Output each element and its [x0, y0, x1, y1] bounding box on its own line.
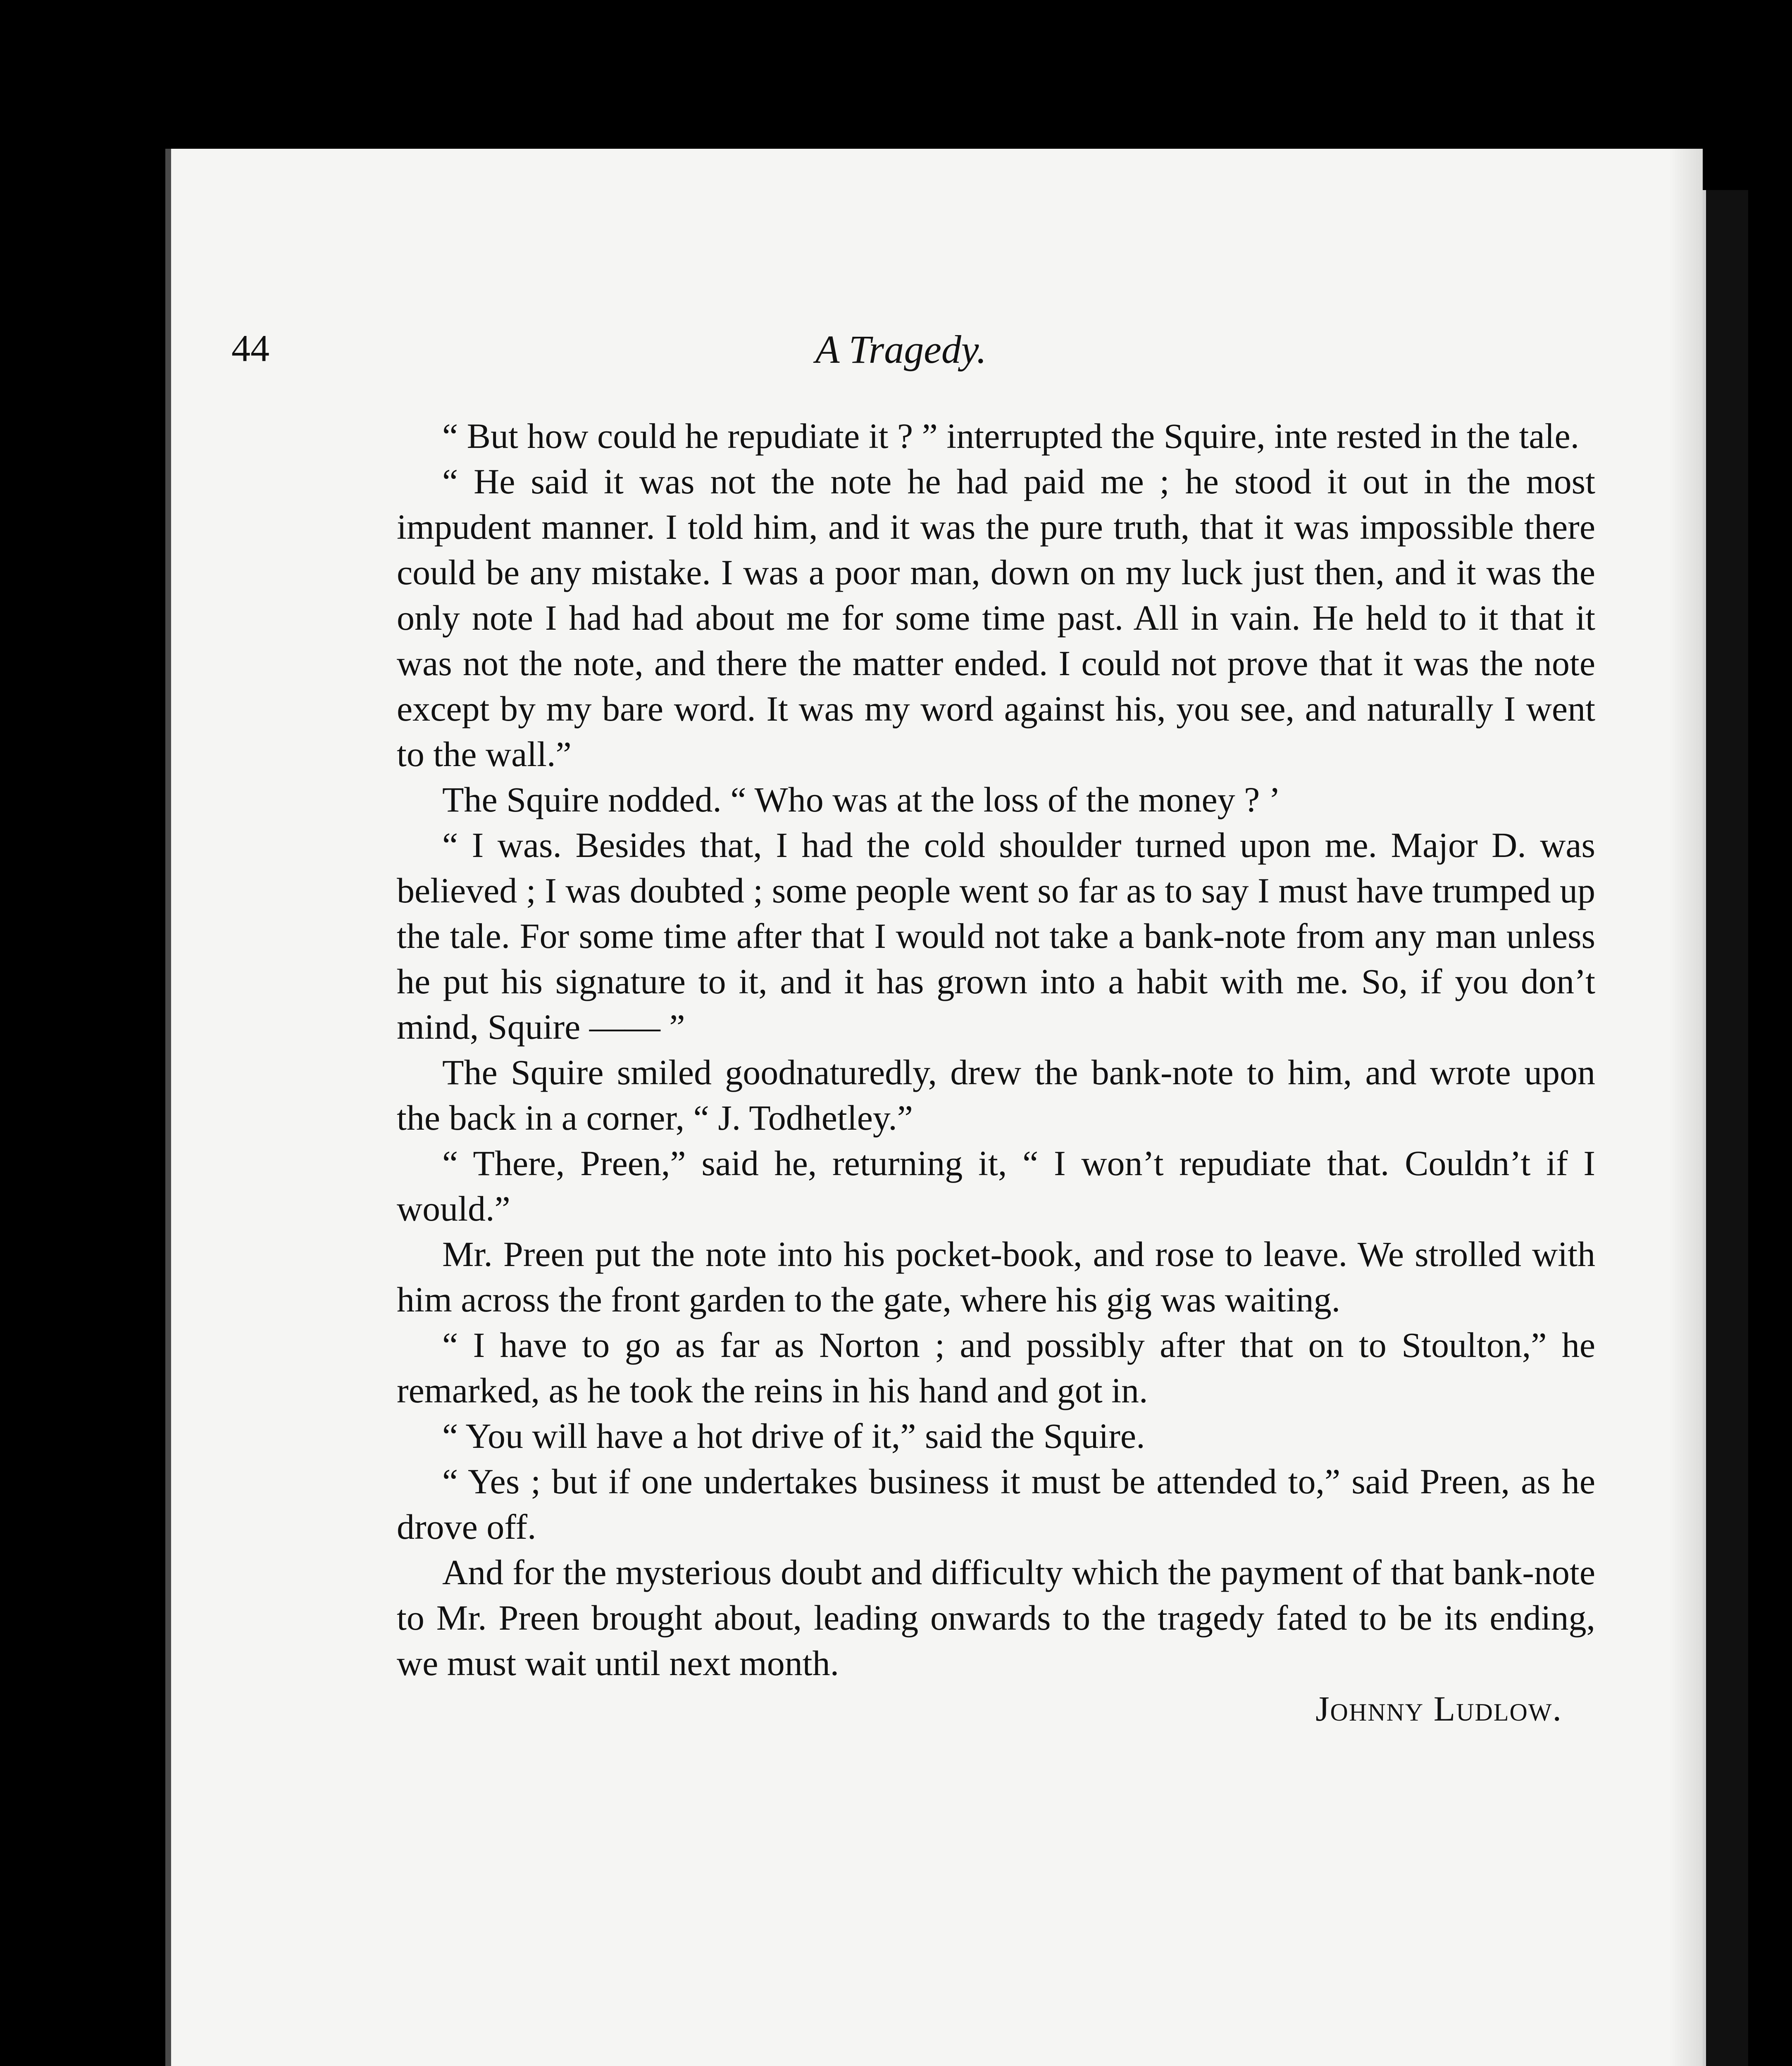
paragraph: And for the mysterious doubt and difficulty which the payment of that bank-note to Mr. Preen brought about, leading onwards to the tragedy fated to be its ending, we must wait until next month. [397, 1552, 1595, 1683]
paragraph: Mr. Preen put the note into his pocket-book, and rose to leave. We strolled with him across the front garden to the gate, where his gig was waiting. [397, 1234, 1595, 1319]
body-text [397, 413, 1595, 1731]
running-title: A Tragedy. [815, 327, 987, 371]
paragraph: “ There, Preen,” said he, returning it, “ I won’t repudiate that. Couldn’t if I would.” [397, 1143, 1595, 1228]
paragraph: “ I have to go as far as Norton ; and possibly after that on to Stoulton,” he remarked, as he took the reins in his hand and got in. [397, 1325, 1595, 1410]
book-edge [1703, 190, 1748, 2066]
paragraph: “ I was. Besides that, I had the cold shoulder turned upon me. Major D. was believed ; I was doubted ; some people went so far as to say I must have trumped up the tale. For some time after that I would not take a bank-note from any man unless he put his signature to it, and it has grown into a habit with me. So, if you don’t mind, Squire —— ” [397, 825, 1595, 1047]
paragraph: “ He said it was not the note he had paid me ; he stood it out in the most impudent manner. I told him, and it was the pure truth, that it was impossible there could be any mistake. I was a poor man, down on my luck just then, and it was the only note I had had about me for some time past. All in vain. He held to it that it was not the note, and there the matter ended. I could not prove that it was the note except by my bare word. It was my word against his, you see, and naturally I went to the wall.” [397, 462, 1595, 774]
paragraph: “ Yes ; but if one undertakes business it must be attended to,” said Preen, as he drove off. [397, 1461, 1595, 1547]
page-header [231, 326, 1570, 376]
author-signature: Johnny Ludlow. [1315, 1689, 1562, 1728]
page-gutter-shadow [1670, 149, 1703, 2066]
paragraph: The Squire smiled goodnaturedly, drew the bank-note to him, and wrote upon the back in a corner, “ J. Todhetley.” [397, 1052, 1595, 1138]
paragraph: The Squire nodded. “ Who was at the loss of the money ? ’ [442, 780, 1281, 819]
paragraph: “ You will have a hot drive of it,” said the Squire. [442, 1416, 1145, 1456]
paragraph: “ But how could he repudiate it ? ” interrupted the Squire, inte rested in the tale. [442, 416, 1580, 456]
page-number: 44 [231, 327, 269, 369]
